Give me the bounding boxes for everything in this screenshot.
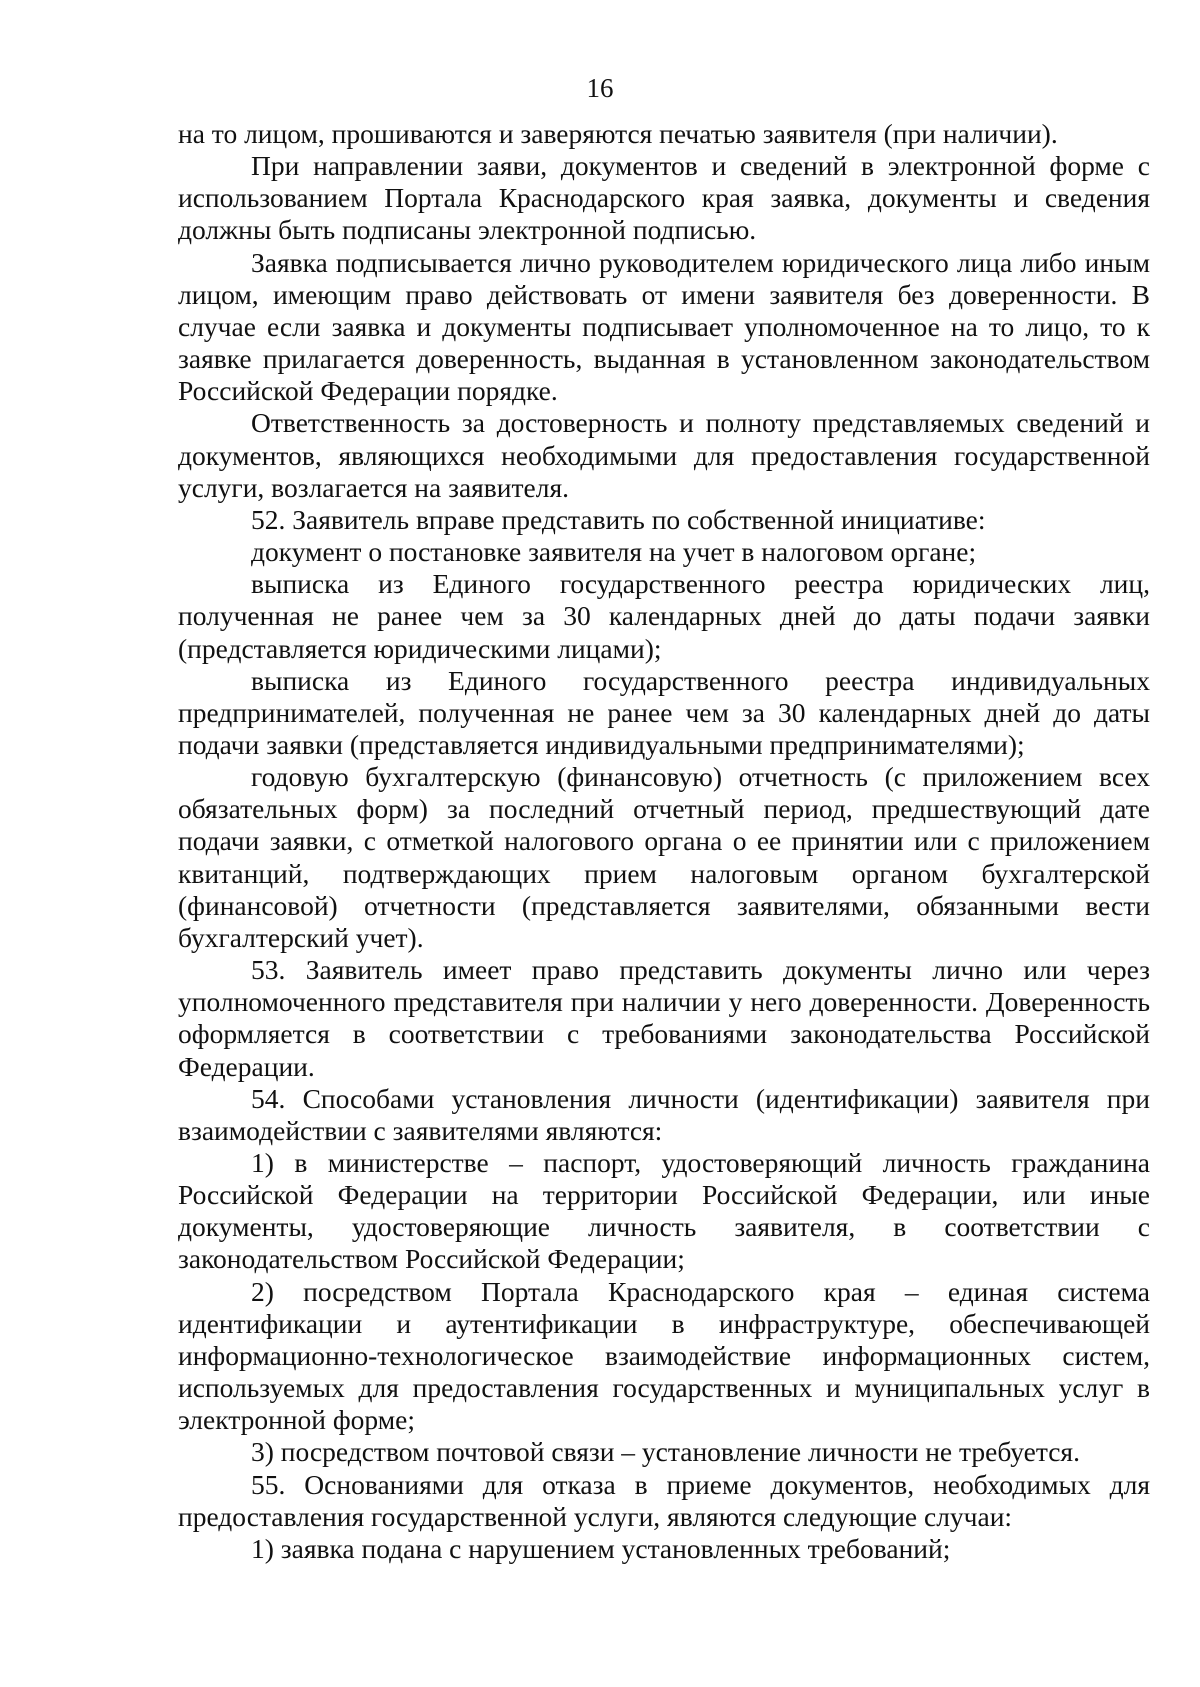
paragraph-item-52-egrul: выписка из Единого государственного реестра юридических лиц, полученная не ранее чем за 30 календарных дней до даты подачи заявки (представляется юридическими лицами); [178, 568, 1150, 664]
paragraph-item-52: 52. Заявитель вправе представить по собственной инициативе: [251, 503, 986, 535]
paragraph-item-54: 54. Способами установления личности (идентификации) заявителя при взаимодействии с заявителями являются: [178, 1082, 1150, 1146]
paragraph-electronic-form: При направлении заяви, документов и сведений в электронной форме с использованием Портала Краснодарского края заявка, документы и сведения должны быть подписаны электронной подписью. [178, 150, 1150, 246]
paragraph-continuation: на то лицом, прошиваются и заверяются печатью заявителя (при наличии). [178, 118, 1058, 149]
paragraph-signing: Заявка подписывается лично руководителем юридического лица либо иным лицом, имеющим право действовать от имени заявителя без доверенности. В случае если заявка и документы подписывает уполномоченное на то лицо, то к заявке прилагается доверенность, выданная в установленном законодательством Российской Федерации порядке. [178, 246, 1150, 407]
paragraph-item-52-reporting: годовую бухгалтерскую (финансовую) отчетность (с приложением всех обязательных форм) за последний отчетный период, предшествующий дате подачи заявки, с отметкой налогового органа о ее принятии или с приложением квитанций, подтверждающих прием налоговым органом бухгалтерской (финансовой) отчетности (представляется заявителями, обязанными вести бухгалтерский учет). [178, 761, 1150, 953]
paragraph-item-54-1: 1) в министерстве – паспорт, удостоверяющий личность гражданина Российской Федерации на территории Российской Федерации, или иные документы, удостоверяющие личность заявителя, в соответствии с законодательством Российской Федерации; [178, 1147, 1150, 1275]
paragraph-item-52-tax: документ о постановке заявителя на учет в налоговом органе; [251, 536, 977, 568]
paragraph-item-55: 55. Основаниями для отказа в приеме документов, необходимых для предоставления государственной услуги, являются следующие случаи: [178, 1468, 1150, 1532]
paragraph-item-55-1: 1) заявка подана с нарушением установленных требований; [251, 1532, 951, 1564]
paragraph-item-54-2: 2) посредством Портала Краснодарского края – единая система идентификации и аутентификации в инфраструктуре, обеспечивающей информационно-технологическое взаимодействие информационных систем, используемых для предоставления государственных и муниципальных услуг в электронной форме; [178, 1275, 1150, 1436]
document-body [178, 118, 1150, 1565]
paragraph-item-53: 53. Заявитель имеет право представить документы лично или через уполномоченного представителя при наличии у него доверенности. Доверенность оформляется в соответствии с требованиями законодательства Российской Федерации. [178, 954, 1150, 1082]
paragraph-item-52-egrip: выписка из Единого государственного реестра индивидуальных предпринимателей, полученная не ранее чем за 30 календарных дней до даты подачи заявки (представляется индивидуальными предпринимателями); [178, 664, 1150, 760]
paragraph-responsibility: Ответственность за достоверность и полноту представляемых сведений и документов, являющихся необходимыми для предоставления государственной услуги, возлагается на заявителя. [178, 407, 1150, 503]
page-number: 16 [586, 73, 614, 103]
paragraph-item-54-3: 3) посредством почтовой связи – установление личности не требуется. [251, 1436, 1080, 1468]
